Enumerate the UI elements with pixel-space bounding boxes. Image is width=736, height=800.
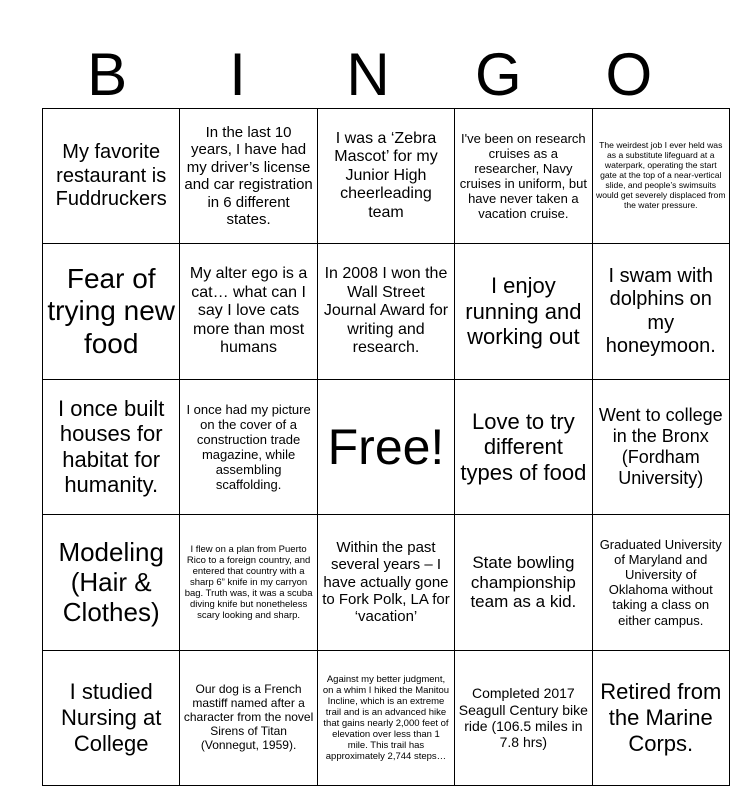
cell-text: In 2008 I won the Wall Street Journal Award for writing and research.: [323, 265, 449, 357]
cell-text: Completed 2017 Seagull Century bike ride (106.5 miles in 7.8 hrs): [458, 685, 588, 750]
bingo-cell[interactable]: [43, 650, 180, 785]
bingo-cell[interactable]: [455, 650, 592, 785]
free-space-label: Free!: [327, 418, 445, 475]
bingo-row: [43, 244, 730, 379]
bingo-cell[interactable]: [317, 515, 454, 650]
bingo-cell[interactable]: [317, 244, 454, 379]
bingo-cell[interactable]: [592, 379, 729, 514]
cell-text: I enjoy running and working out: [465, 273, 582, 350]
header-letter-g: G: [475, 41, 522, 108]
free-cell[interactable]: [317, 379, 454, 514]
bingo-cell[interactable]: [455, 244, 592, 379]
bingo-cell[interactable]: [43, 244, 180, 379]
cell-text: I flew on a plan from Puerto Rico to a foreign country, and entered that country with a sharp 6” knife in my carryon bag. Truth was, it was a scuba diving knife but nonetheless scary looking and sharp.: [184, 543, 313, 621]
bingo-row: [43, 379, 730, 514]
cell-text: I once had my picture on the cover of a construction trade magazine, while assembling scaffolding.: [186, 401, 311, 493]
cell-text: Against my better judgment, on a whim I hiked the Manitou Incline, which is an extreme trail and is an advanced hike that gains nearly 2,000 feet of elevation over less than 1 mile. This trail has approximately 2,744 steps…: [322, 673, 450, 762]
bingo-cell[interactable]: [455, 379, 592, 514]
cell-text: Graduated University of Maryland and University of Oklahoma without taking a class on either campus.: [599, 537, 722, 628]
cell-text: My alter ego is a cat… what can I say I love cats more than most humans: [189, 265, 308, 357]
bingo-cell[interactable]: [180, 109, 317, 244]
bingo-cell[interactable]: [317, 109, 454, 244]
bingo-cell[interactable]: [43, 515, 180, 650]
bingo-cell[interactable]: [455, 515, 592, 650]
bingo-cell[interactable]: [180, 515, 317, 650]
bingo-card-grid: [42, 108, 730, 786]
bingo-cell[interactable]: [317, 650, 454, 785]
bingo-cell[interactable]: [180, 650, 317, 785]
cell-text: I was a ‘Zebra Mascot’ for my Junior High cheerleading team: [334, 129, 438, 222]
bingo-cell[interactable]: [180, 244, 317, 379]
bingo-cell[interactable]: [592, 244, 729, 379]
cell-text: Fear of trying new food: [47, 262, 175, 359]
cell-text: Went to college in the Bronx (Fordham University): [598, 405, 723, 488]
cell-text: Within the past several years – I have actually gone to Fork Polk, LA for ‘vacation’: [322, 538, 450, 626]
bingo-cell[interactable]: [180, 379, 317, 514]
bingo-cell[interactable]: [43, 109, 180, 244]
cell-text: My favorite restaurant is Fuddruckers: [55, 141, 167, 210]
cell-text: Retired from the Marine Corps.: [600, 679, 722, 756]
cell-text: Our dog is a French mastiff named after a character from the novel Sirens of Titan (Vonnegut, 1959).: [183, 681, 314, 752]
cell-text: Modeling (Hair & Clothes): [58, 537, 164, 628]
cell-text: I swam with dolphins on my honeymoon.: [605, 265, 716, 357]
bingo-row: [43, 515, 730, 650]
bingo-cell[interactable]: [592, 650, 729, 785]
bingo-cell[interactable]: [455, 109, 592, 244]
header-letter-b: B: [87, 41, 128, 108]
bingo-header: [42, 42, 694, 108]
cell-text: I once built houses for habitat for humanity.: [57, 395, 165, 498]
header-letter-n: N: [346, 41, 390, 108]
cell-text: In the last 10 years, I have had my driver’s license and car registration in 6 different states.: [184, 124, 313, 228]
bingo-row: [43, 650, 730, 785]
bingo-row: [43, 109, 730, 244]
header-letter-i: I: [229, 41, 246, 108]
bingo-cell[interactable]: [592, 109, 729, 244]
cell-text: State bowling championship team as a kid.: [470, 552, 577, 612]
cell-text: I've been on research cruises as a researcher, Navy cruises in uniform, but have never taken a vacation cruise.: [459, 130, 587, 222]
bingo-cell[interactable]: [43, 379, 180, 514]
cell-text: The weirdest job I ever held was as a substitute lifeguard at a waterpark, operating the start gate at the top of a near-vertical slide, and people’s swimsuits would get severely displaced from the water pressure.: [596, 140, 726, 211]
cell-text: Love to try different types of food: [460, 408, 587, 485]
cell-text: I studied Nursing at College: [61, 679, 162, 756]
bingo-cell[interactable]: [592, 515, 729, 650]
header-letter-o: O: [605, 41, 653, 108]
